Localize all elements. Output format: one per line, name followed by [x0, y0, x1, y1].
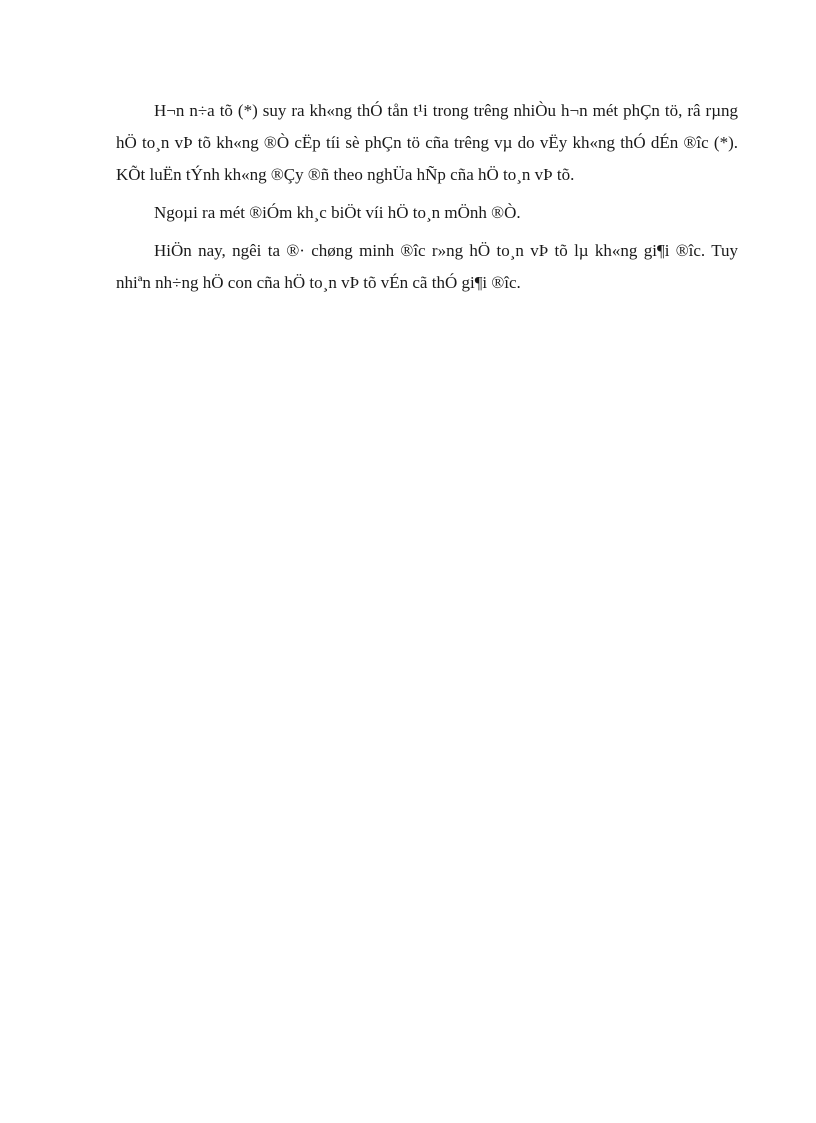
- paragraph-1: H¬n n÷a tõ (*) suy ra kh«ng thÓ tån t¹i trong trêng nhiÒu h¬n mét phÇn tö, râ rµng hÖ to¸n vÞ tõ kh«ng ®Ò cËp tíi sè phÇn tö cña trêng vµ do vËy kh«ng thÓ dÉn ®îc (*). KÕt luËn tÝnh kh«ng ®Çy ®ñ theo nghÜa hÑp cña hÖ to¸n vÞ tõ.: [116, 101, 738, 184]
- document-body: [116, 95, 738, 305]
- paragraph-2: Ngoµi ra mét ®iÓm kh¸c biÖt víi hÖ to¸n mÖnh ®Ò.: [154, 203, 521, 222]
- paragraph-3: HiÖn nay, ngêi ta ®· chøng minh ®îc r»ng hÖ to¸n vÞ tõ lµ kh«ng gi¶i ®îc. Tuy nhiªn nh÷ng hÖ con cña hÖ to¸n vÞ tõ vÉn cã thÓ gi¶i ®îc.: [116, 241, 738, 292]
